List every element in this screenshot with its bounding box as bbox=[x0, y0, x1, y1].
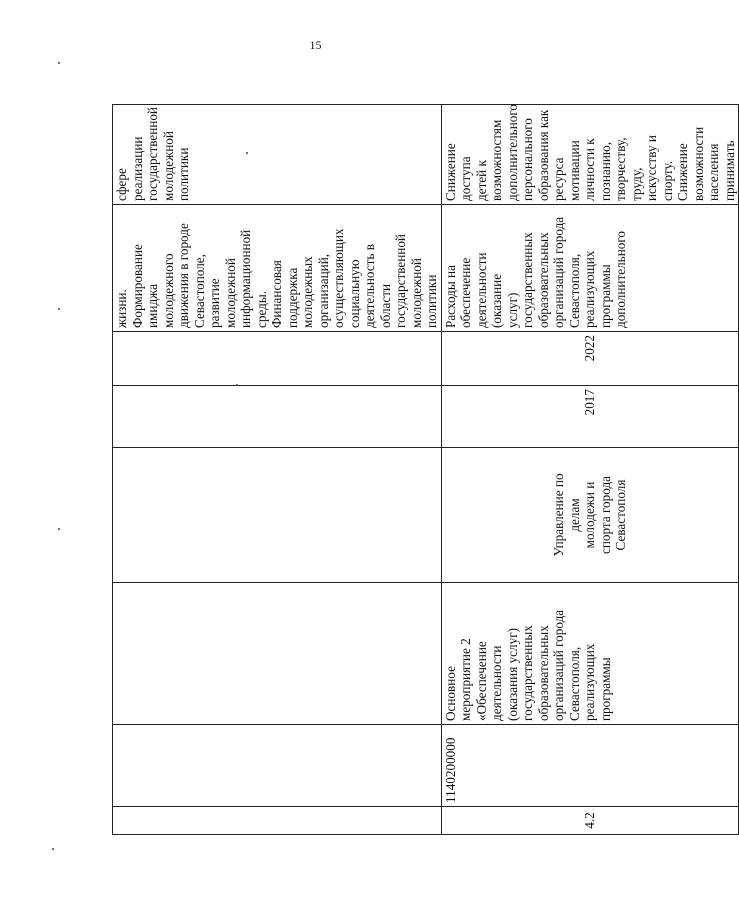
cell-code: 1140200000 bbox=[441, 725, 739, 807]
scan-speck bbox=[52, 848, 54, 850]
cell-start-year bbox=[113, 386, 442, 448]
cell-code bbox=[113, 725, 442, 807]
cell-num bbox=[113, 807, 442, 835]
cell-consequences: сфере реализации государственной молодежной политики bbox=[113, 105, 442, 205]
scan-speck bbox=[58, 308, 60, 310]
scan-speck bbox=[58, 528, 60, 530]
cell-end-year bbox=[113, 332, 442, 386]
cell-indicator: жизни. Формирование имиджа молодежного движения в городе Севастополе, развитие молодежной информационной среды. Финансовая поддержка молодежных организаций, осуществляющих социальную деятельность в области государственной молодежной политики bbox=[113, 205, 442, 332]
cell-indicator: Расходы на обеспечение деятельности (оказание услуг) государственных образовательных организаций города Севастополя, реализующих программы дополнительного bbox=[441, 205, 739, 332]
program-measures-table bbox=[112, 104, 739, 835]
page-number: 15 bbox=[309, 38, 322, 52]
cell-executor: Управление по делам молодежи и спорта города Севастополя bbox=[441, 448, 739, 583]
cell-executor bbox=[113, 448, 442, 583]
cell-end-year: 2022 bbox=[441, 332, 739, 386]
scan-speck bbox=[58, 62, 60, 64]
scan-speck bbox=[236, 384, 238, 386]
table-row bbox=[113, 105, 442, 835]
cell-name: Основное мероприятие 2 «Обеспечение деятельности (оказания услуг) государственных образовательных организаций города Севастополя, реализующих программы bbox=[441, 583, 739, 725]
rotated-table-container bbox=[112, 103, 737, 835]
cell-name bbox=[113, 583, 442, 725]
scan-speck bbox=[246, 152, 248, 154]
table-row bbox=[441, 105, 739, 835]
cell-consequences: Снижение доступа детей к возможностям дополнительного персонального образования как ресурса мотивации личности к познанию, творчеству, труду, искусству и спорту. Снижение возможности населения принимать bbox=[441, 105, 739, 205]
cell-start-year: 2017 bbox=[441, 386, 739, 448]
cell-num: 4.2 bbox=[441, 807, 739, 835]
